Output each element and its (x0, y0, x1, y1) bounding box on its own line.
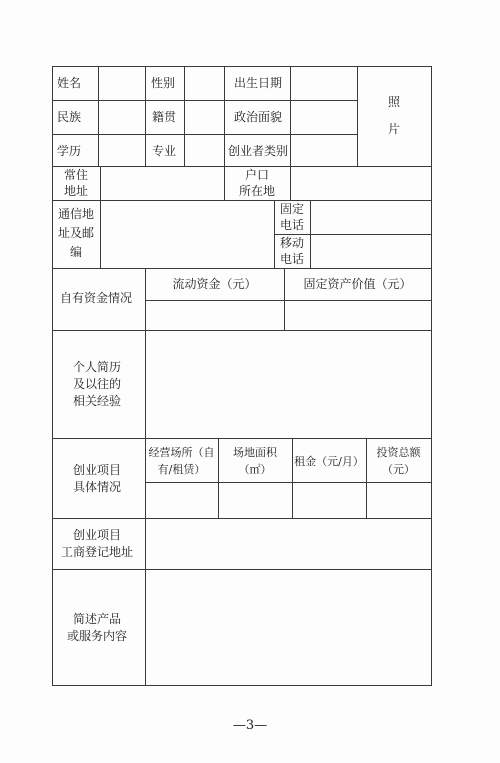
project-details-label-line1: 创业项目 (73, 463, 122, 477)
row-divider (52, 268, 432, 269)
col-divider (224, 66, 225, 166)
gender-label: 性别 (151, 76, 176, 90)
resume-label-line2: 及以往的 (73, 377, 122, 391)
mail-address-label-line3: 编 (70, 245, 83, 259)
photo-label-line2: 片 (388, 122, 401, 136)
col-divider (357, 66, 358, 166)
residence-label-line2: 地址 (64, 184, 89, 198)
page-number: —3— (232, 718, 268, 733)
row-divider (52, 569, 432, 570)
col-divider (292, 438, 293, 518)
row-divider (145, 300, 432, 301)
col-divider (145, 330, 146, 438)
mail-address-label-line1: 通信地 (58, 207, 95, 221)
area-header-line2: （㎡） (238, 463, 272, 476)
table-border-top (52, 66, 432, 67)
venue-header-line1: 经营场所（自 (148, 446, 215, 459)
project-details-label-line2: 具体情况 (73, 480, 122, 494)
photo-label-line1: 照 (388, 95, 401, 109)
own-funds-label: 自有资金情况 (60, 291, 133, 305)
col-divider (145, 569, 146, 686)
hukou-label-line2: 所在地 (239, 184, 276, 198)
col-divider (274, 200, 275, 268)
resume-label-line1: 个人简历 (73, 360, 122, 374)
row-divider (52, 166, 432, 167)
product-description-label-line1: 简述产品 (73, 612, 122, 626)
product-description-label-line2: 或服务内容 (67, 629, 128, 643)
landline-label-line1: 固定 (280, 202, 305, 216)
major-label: 专业 (152, 144, 177, 158)
mobile-label-line2: 电话 (280, 252, 305, 266)
col-divider (145, 66, 146, 166)
education-label: 学历 (57, 144, 82, 158)
landline-label-line2: 电话 (280, 218, 305, 232)
row-divider (52, 200, 432, 201)
col-divider (184, 66, 185, 166)
table-border-right (431, 66, 432, 686)
table-border-left (52, 66, 53, 686)
registration-address-label-line1: 创业项目 (73, 528, 122, 542)
col-divider (98, 66, 99, 166)
working-capital-header: 流动资金（元） (172, 277, 257, 291)
table-border-bottom (52, 685, 432, 686)
col-divider (290, 66, 291, 166)
row-divider (52, 330, 432, 331)
birth-date-label: 出生日期 (234, 76, 283, 90)
entrepreneur-type-label: 创业者类别 (228, 144, 289, 158)
row-divider (52, 518, 432, 519)
ethnicity-label: 民族 (57, 110, 82, 124)
row-divider (52, 438, 432, 439)
registration-address-label-line2: 工商登记地址 (61, 545, 134, 559)
hukou-label-line1: 户口 (245, 168, 270, 182)
col-divider (145, 518, 146, 569)
venue-header-line2: 有/租赁） (157, 463, 206, 476)
name-label: 姓名 (57, 76, 82, 90)
col-divider (290, 166, 291, 200)
residence-label-line1: 常住 (64, 168, 89, 182)
resume-label-line3: 相关经验 (73, 394, 122, 408)
col-divider (310, 200, 311, 268)
investment-header-line1: 投资总额 (376, 446, 421, 459)
mail-address-label-line2: 址及邮 (58, 226, 95, 240)
native-place-label: 籍贯 (152, 110, 177, 124)
fixed-assets-header: 固定资产价值（元） (303, 277, 412, 291)
rent-header: 租金（元/月） (294, 455, 364, 468)
area-header-line1: 场地面积 (233, 446, 277, 459)
investment-header-line2: （元） (382, 463, 415, 476)
political-status-label: 政治面貌 (234, 110, 283, 124)
row-divider (145, 482, 432, 483)
mobile-label-line1: 移动 (280, 236, 305, 250)
col-divider (100, 200, 101, 268)
col-divider (224, 166, 225, 200)
col-divider (100, 166, 101, 200)
